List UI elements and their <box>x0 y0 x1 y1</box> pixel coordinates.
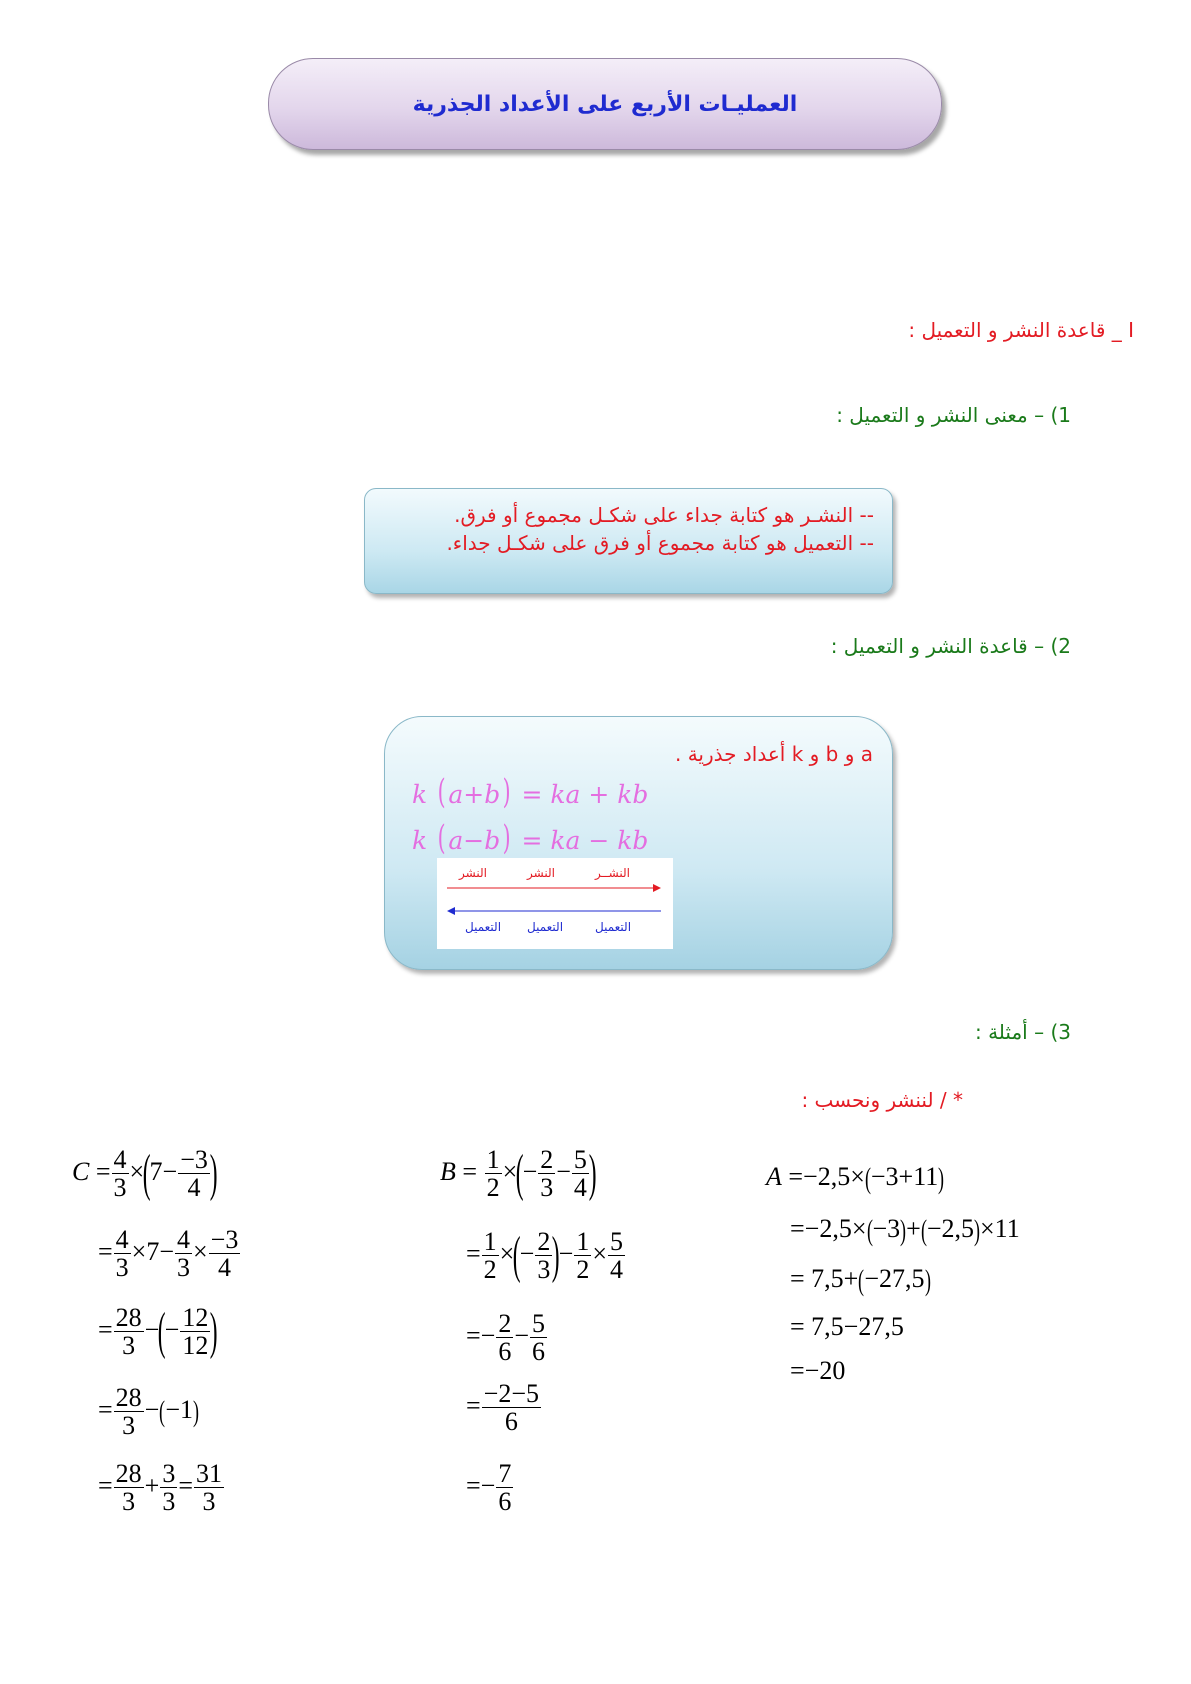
subsection-3-label: – أمثلة : <box>974 1020 1045 1044</box>
subsection-3-heading <box>975 1020 1071 1044</box>
examples-intro: * / لننشر ونحسب : <box>801 1088 963 1112</box>
example-a-line-4: = 7,5−27,5 <box>790 1312 904 1341</box>
expand-label-3: النشــر <box>595 866 630 880</box>
example-a-line-5: =−20 <box>790 1356 846 1385</box>
formula-difference: k ( a−b) = ka − kb <box>412 818 649 858</box>
example-a-line-2: =−2,5×(−3)+(−2,5)×11 <box>790 1214 1020 1248</box>
subsection-2-heading <box>831 634 1071 658</box>
section-i-label: قاعدة النشر و التعميل : <box>908 318 1106 342</box>
example-b-line-1: B = $\frac{1}{2}$ ×(− $\frac{2}{3}$ − $\frac{5}{4}$ ) <box>440 1144 597 1203</box>
subsection-2-number: 2) <box>1050 634 1071 658</box>
example-b-line-4: = $\frac{-2-5}{6}$ <box>466 1379 539 1437</box>
example-a-line-3: = 7,5+(−27,5) <box>790 1264 931 1298</box>
factor-label-3: التعميل <box>595 920 632 934</box>
factor-arrowhead <box>447 907 455 915</box>
subsection-1-number: 1) <box>1050 403 1071 427</box>
section-i-prefix: I _ <box>1111 318 1134 342</box>
subsection-2-label: – قاعدة النشر و التعميل : <box>830 634 1045 658</box>
subsection-1-label: – معنى النشر و التعميل : <box>836 403 1045 427</box>
subsection-1-heading <box>836 403 1071 427</box>
example-b-line-3: =− $\frac{2}{6}$ − $\frac{5}{6}$ <box>466 1309 545 1367</box>
formula-sum: k ( a+b) = ka + kb <box>412 772 649 812</box>
definition-box <box>364 488 893 594</box>
expand-arrowhead <box>653 884 661 892</box>
subsection-3-number: 3) <box>1050 1020 1071 1044</box>
page-title: العمليـات الأربع على الأعداد الجذرية <box>412 91 798 117</box>
factor-label-1: التعميل <box>465 920 502 934</box>
example-c-line-4: = $\frac{28}{3}$ −(−1) <box>98 1383 200 1441</box>
example-c-line-2: = $\frac{4}{3}$ ×7− $\frac{4}{3}$ × $\frac{-3}{4}$ <box>98 1225 239 1283</box>
expand-label-1: النشر <box>459 866 487 880</box>
expand-factor-diagram <box>437 858 673 949</box>
expand-label-2: النشر <box>527 866 555 880</box>
factor-label-2: التعميل <box>527 920 564 934</box>
definition-factor: -- التعميل هو كتابة مجموع أو فرق على شكـل جداء. <box>446 531 874 555</box>
definition-expand: -- النشـر هو كتابة جداء على شكـل مجموع أو فرق. <box>454 503 874 527</box>
section-i-heading <box>908 318 1134 342</box>
example-c-line-3: = $\frac{28}{3}$ −(− $\frac{12}{12}$ ) <box>98 1302 218 1361</box>
example-a-line-1: A =−2,5×(−3+11) <box>766 1162 945 1196</box>
example-b-line-5: =− $\frac{7}{6}$ <box>466 1459 512 1517</box>
example-b-line-2: = $\frac{1}{2}$ ×(− $\frac{2}{3}$ )− $\frac{1}{2}$ × $\frac{5}{4}$ <box>466 1226 624 1285</box>
title-banner <box>268 58 942 150</box>
example-c-line-1: C = $\frac{4}{3}$ ×(7− $\frac{-3}{4}$ ) <box>72 1144 218 1203</box>
example-c-line-5: = $\frac{28}{3}$ + $\frac{3}{3}$ = $\frac{31}{3}$ <box>98 1459 223 1517</box>
rule-intro: a و b و k أعداد جذرية . <box>674 742 873 766</box>
